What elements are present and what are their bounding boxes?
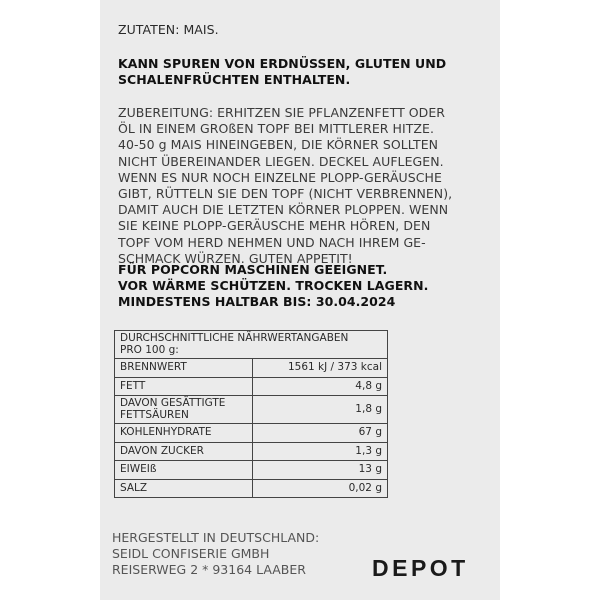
nutrition-row-energy: BRENNWERT 1561 kJ / 373 kcal [115, 359, 387, 378]
manufacturer-info [112, 530, 319, 578]
preparation-line: ÖL IN EINEM GROßEN TOPF BEI MITTLERER HITZE. [118, 121, 434, 137]
preparation-line: GIBT, RÜTTELN SIE DEN TOPF (NICHT VERBRENNEN), [118, 186, 453, 202]
preparation-line: SIE KEINE PLOPP-GERÄUSCHE MEHR HÖREN, DEN [118, 218, 431, 234]
best-before-date: MINDESTENS HALTBAR BIS: 30.04.2024 [118, 294, 396, 310]
nutrition-row-salt: SALZ 0,02 g [115, 480, 387, 498]
nutrition-row-protein: EIWEIß 13 g [115, 461, 387, 480]
preparation-instructions [118, 105, 486, 267]
allergen-warning [118, 56, 486, 88]
nutrition-row-carbohydrates: KOHLENHYDRATE 67 g [115, 424, 387, 443]
preparation-line: DAMIT AUCH DIE LETZTEN KÖRNER PLOPPEN. WENN [118, 202, 449, 218]
preparation-line: ZUBEREITUNG: ERHITZEN SIE PFLANZENFETT ODER [118, 105, 446, 120]
allergen-line: SCHALENFRÜCHTEN ENTHALTEN. [118, 72, 351, 88]
nutrition-row-sugar: DAVON ZUCKER 1,3 g [115, 443, 387, 462]
nutrition-header: DURCHSCHNITTLICHE NÄHRWERTANGABEN PRO 100 g: [115, 331, 387, 359]
manufacturer-line: REISERWEG 2 * 93164 LAABER [112, 562, 306, 577]
preparation-line: SCHMACK WÜRZEN. GUTEN APPETIT! [118, 250, 353, 266]
notice-line: FÜR POPCORN MASCHINEN GEEIGNET. [118, 262, 388, 277]
preparation-line: WENN ES NUR NOCH EINZELNE PLOPP-GERÄUSCHE [118, 169, 442, 185]
nutrition-row-saturated-fat: DAVON GESÄTTIGTE FETTSÄUREN 1,8 g [115, 396, 387, 424]
brand-logo: DEPOT [372, 555, 469, 581]
manufacturer-line: HERGESTELLT IN DEUTSCHLAND: [112, 530, 320, 545]
nutrition-table [114, 330, 388, 498]
allergen-line: KANN SPUREN VON ERDNÜSSEN, GLUTEN UND [118, 56, 447, 71]
preparation-line: NICHT ÜBEREINANDER LIEGEN. DECKEL AUFLEGEN. [118, 153, 444, 169]
manufacturer-line: SEIDL CONFISERIE GMBH [112, 546, 270, 561]
product-label [100, 0, 500, 600]
preparation-line: 40-50 g MAIS HINEINGEBEN, DIE KÖRNER SOLLTEN [118, 137, 439, 153]
nutrition-row-fat: FETT 4,8 g [115, 378, 387, 397]
storage-notice [118, 262, 486, 311]
ingredients-text: ZUTATEN: MAIS. [118, 22, 219, 37]
preparation-line: TOPF VOM HERD NEHMEN UND NACH IHREM GE- [118, 234, 426, 250]
notice-line: VOR WÄRME SCHÜTZEN. TROCKEN LAGERN. [118, 278, 429, 294]
